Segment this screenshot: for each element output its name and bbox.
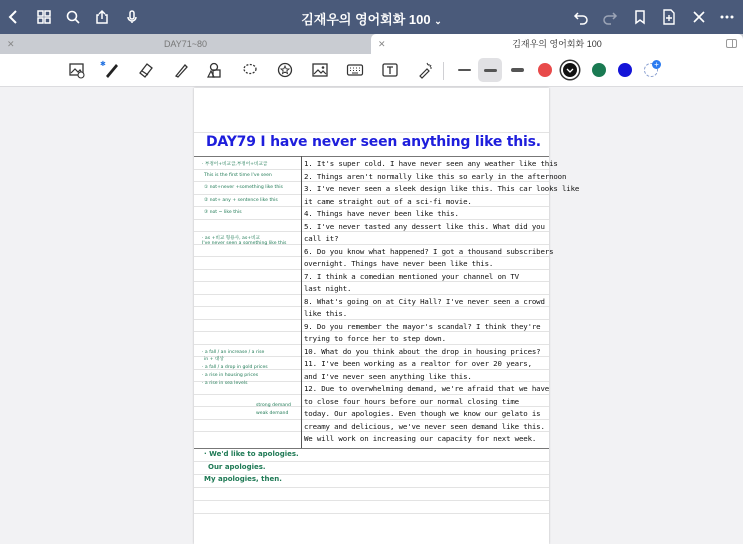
- sentence-line: today. Our apologies. Even though we know our gelato is: [304, 409, 541, 418]
- toolbar-divider: [443, 62, 444, 80]
- color-black-swatch[interactable]: [563, 63, 577, 77]
- sentence-line: 11. I've been working as a realtor for over 20 years,: [304, 359, 532, 368]
- document-title[interactable]: 김재우의 영어회화 100: [301, 12, 431, 27]
- tab-bar: [0, 34, 743, 54]
- page-rule: [194, 500, 549, 501]
- page-rule: [194, 394, 549, 395]
- split-view-icon[interactable]: [726, 39, 737, 48]
- margin-note: ② not+ any + sentence like this: [204, 198, 278, 203]
- stroke-medium-option[interactable]: [478, 58, 502, 82]
- search-icon[interactable]: [62, 6, 84, 28]
- margin-note: I've never seen a something like this: [202, 241, 287, 246]
- margin-note: weak demand: [256, 411, 289, 416]
- page-rule: [194, 231, 549, 232]
- laser-pointer-icon[interactable]: [413, 58, 437, 82]
- sentence-line: 6. Do you know what happened? I got a thousand subscribers: [304, 246, 554, 256]
- redo-icon[interactable]: [599, 6, 621, 28]
- drawing-toolbar: [0, 54, 743, 87]
- chevron-left-icon[interactable]: [3, 6, 25, 28]
- page-rule: [194, 294, 549, 295]
- image-lasso-icon[interactable]: [65, 58, 89, 82]
- page-rule: [194, 513, 549, 514]
- margin-note: This is the first time I've seen: [204, 173, 272, 178]
- chevron-down-icon[interactable]: ⌄: [434, 16, 442, 26]
- bookmark-icon[interactable]: [629, 6, 651, 28]
- shapes-icon[interactable]: [203, 58, 227, 82]
- tab-close-icon[interactable]: ✕: [378, 39, 386, 49]
- sticker-icon[interactable]: [273, 58, 297, 82]
- margin-note: · a rise in housing prices: [202, 373, 259, 378]
- page-rule: [194, 256, 549, 257]
- add-page-icon[interactable]: [658, 6, 680, 28]
- bottom-note: Our apologies.: [208, 463, 266, 471]
- page-rule: [194, 132, 549, 133]
- highlighter-icon[interactable]: [169, 58, 193, 82]
- image-icon[interactable]: [308, 58, 332, 82]
- add-color-button[interactable]: [644, 60, 659, 77]
- margin-note: ③ not ~ like this: [204, 210, 242, 215]
- page-rule: [194, 319, 549, 320]
- more-icon[interactable]: [716, 6, 738, 28]
- sentence-line: 12. Due to overwhelming demand, we're afraid that we have: [304, 384, 550, 393]
- page-rule: [194, 194, 549, 195]
- sentence-line: 5. I've never tasted any dessert like this. What did you: [304, 221, 545, 231]
- color-red-swatch[interactable]: [538, 63, 552, 77]
- page-rule: [194, 269, 549, 270]
- sentence-line: overnight. Things have never been like this.: [304, 259, 494, 268]
- notebook-page[interactable]: [194, 88, 580, 544]
- share-icon[interactable]: [91, 6, 113, 28]
- sentence-line: like this.: [304, 309, 347, 318]
- eraser-icon[interactable]: [134, 58, 158, 82]
- sentence-line: it came straight out of a sci-fi movie.: [304, 196, 472, 206]
- margin-note: ① not+never +something like this: [204, 185, 283, 190]
- sentence-line: to close four hours before our normal closing time: [304, 396, 519, 406]
- page-rule: [194, 331, 549, 332]
- margin-note: · a fall / a drop in gold prices: [202, 365, 268, 370]
- page-rule: [194, 281, 549, 282]
- page-rule: [194, 306, 549, 307]
- stroke-thin-option[interactable]: [452, 58, 476, 82]
- undo-icon[interactable]: [570, 6, 592, 28]
- sentence-line: 7. I think a comedian mentioned your channel on TV: [304, 271, 519, 281]
- page-rule: [194, 461, 549, 462]
- svg-text:✱: ✱: [100, 60, 106, 68]
- stroke-thick-option[interactable]: [505, 58, 529, 82]
- margin-line: [301, 156, 302, 448]
- bottom-note: My apologies, then.: [204, 475, 282, 483]
- pen-icon[interactable]: [100, 58, 124, 82]
- sentence-line: creamy and delicious, we've never seen demand like this.: [304, 421, 545, 431]
- sentence-line: and I've never seen anything like this.: [304, 371, 472, 381]
- page-rule: [194, 431, 549, 432]
- sentence-line: 10. What do you think about the drop in housing prices?: [304, 346, 541, 356]
- sentence-line: last night.: [304, 284, 352, 293]
- lasso-icon[interactable]: [238, 58, 262, 82]
- page-rule: [194, 181, 549, 182]
- page-rule: [194, 487, 549, 488]
- page-rule: [194, 448, 549, 449]
- sentence-line: trying to force her to step down.: [304, 334, 446, 343]
- page-rule: [194, 406, 549, 407]
- page-rule: [194, 156, 549, 157]
- tab-day71-80[interactable]: ✕ DAY71~80: [0, 34, 371, 54]
- page-rule: [194, 344, 549, 345]
- plus-icon: +: [652, 60, 661, 69]
- margin-note: · 부정어+비교급,부정어+비교급: [202, 162, 268, 167]
- close-icon[interactable]: [688, 6, 710, 28]
- microphone-icon[interactable]: [121, 6, 143, 28]
- page-rule: [194, 219, 549, 220]
- page-rule: [194, 419, 549, 420]
- margin-note: · a rise in sea levels: [202, 381, 248, 386]
- page-heading: DAY79 I have never seen anything like this.: [206, 134, 541, 150]
- sentence-line: 9. Do you remember the mayor's scandal? I think they're: [304, 321, 541, 331]
- text-box-icon[interactable]: [378, 58, 402, 82]
- page-rule: [194, 356, 549, 357]
- sentence-line: 3. I've never seen a sleek design like this. This car looks like: [304, 184, 580, 193]
- margin-note: in + 대상: [204, 357, 224, 362]
- margin-note: · as +비교 형용사, as+비교: [202, 236, 260, 241]
- grid-icon[interactable]: [33, 6, 55, 28]
- color-green-swatch[interactable]: [592, 63, 606, 77]
- top-nav-bar: [0, 0, 743, 34]
- sentence-line: call it?: [304, 234, 339, 243]
- margin-note: strong demand: [256, 403, 291, 408]
- tab-close-icon[interactable]: ✕: [7, 39, 15, 49]
- canvas-area[interactable]: [0, 88, 743, 544]
- sentence-line: 2. Things aren't normally like this so early in the afternoon: [304, 171, 567, 181]
- sentence-line: We will work on increasing our capacity for next week.: [304, 434, 537, 443]
- keyboard-icon[interactable]: [343, 58, 367, 82]
- color-blue-swatch[interactable]: [618, 63, 632, 77]
- bottom-note: · We'd like to apologies.: [204, 450, 299, 458]
- sentence-line: 1. It's super cold. I have never seen any weather like this: [304, 159, 558, 168]
- sentence-line: 4. Things have never been like this.: [304, 209, 459, 218]
- sentence-line: 8. What's going on at City Hall? I've never seen a crowd: [304, 296, 545, 306]
- tab-active-notebook[interactable]: ✕ 김재우의 영어회화 100: [371, 34, 743, 54]
- page-rule: [194, 169, 549, 170]
- margin-note: · a fall / an increase / a rise: [202, 350, 265, 355]
- page-rule: [194, 206, 549, 207]
